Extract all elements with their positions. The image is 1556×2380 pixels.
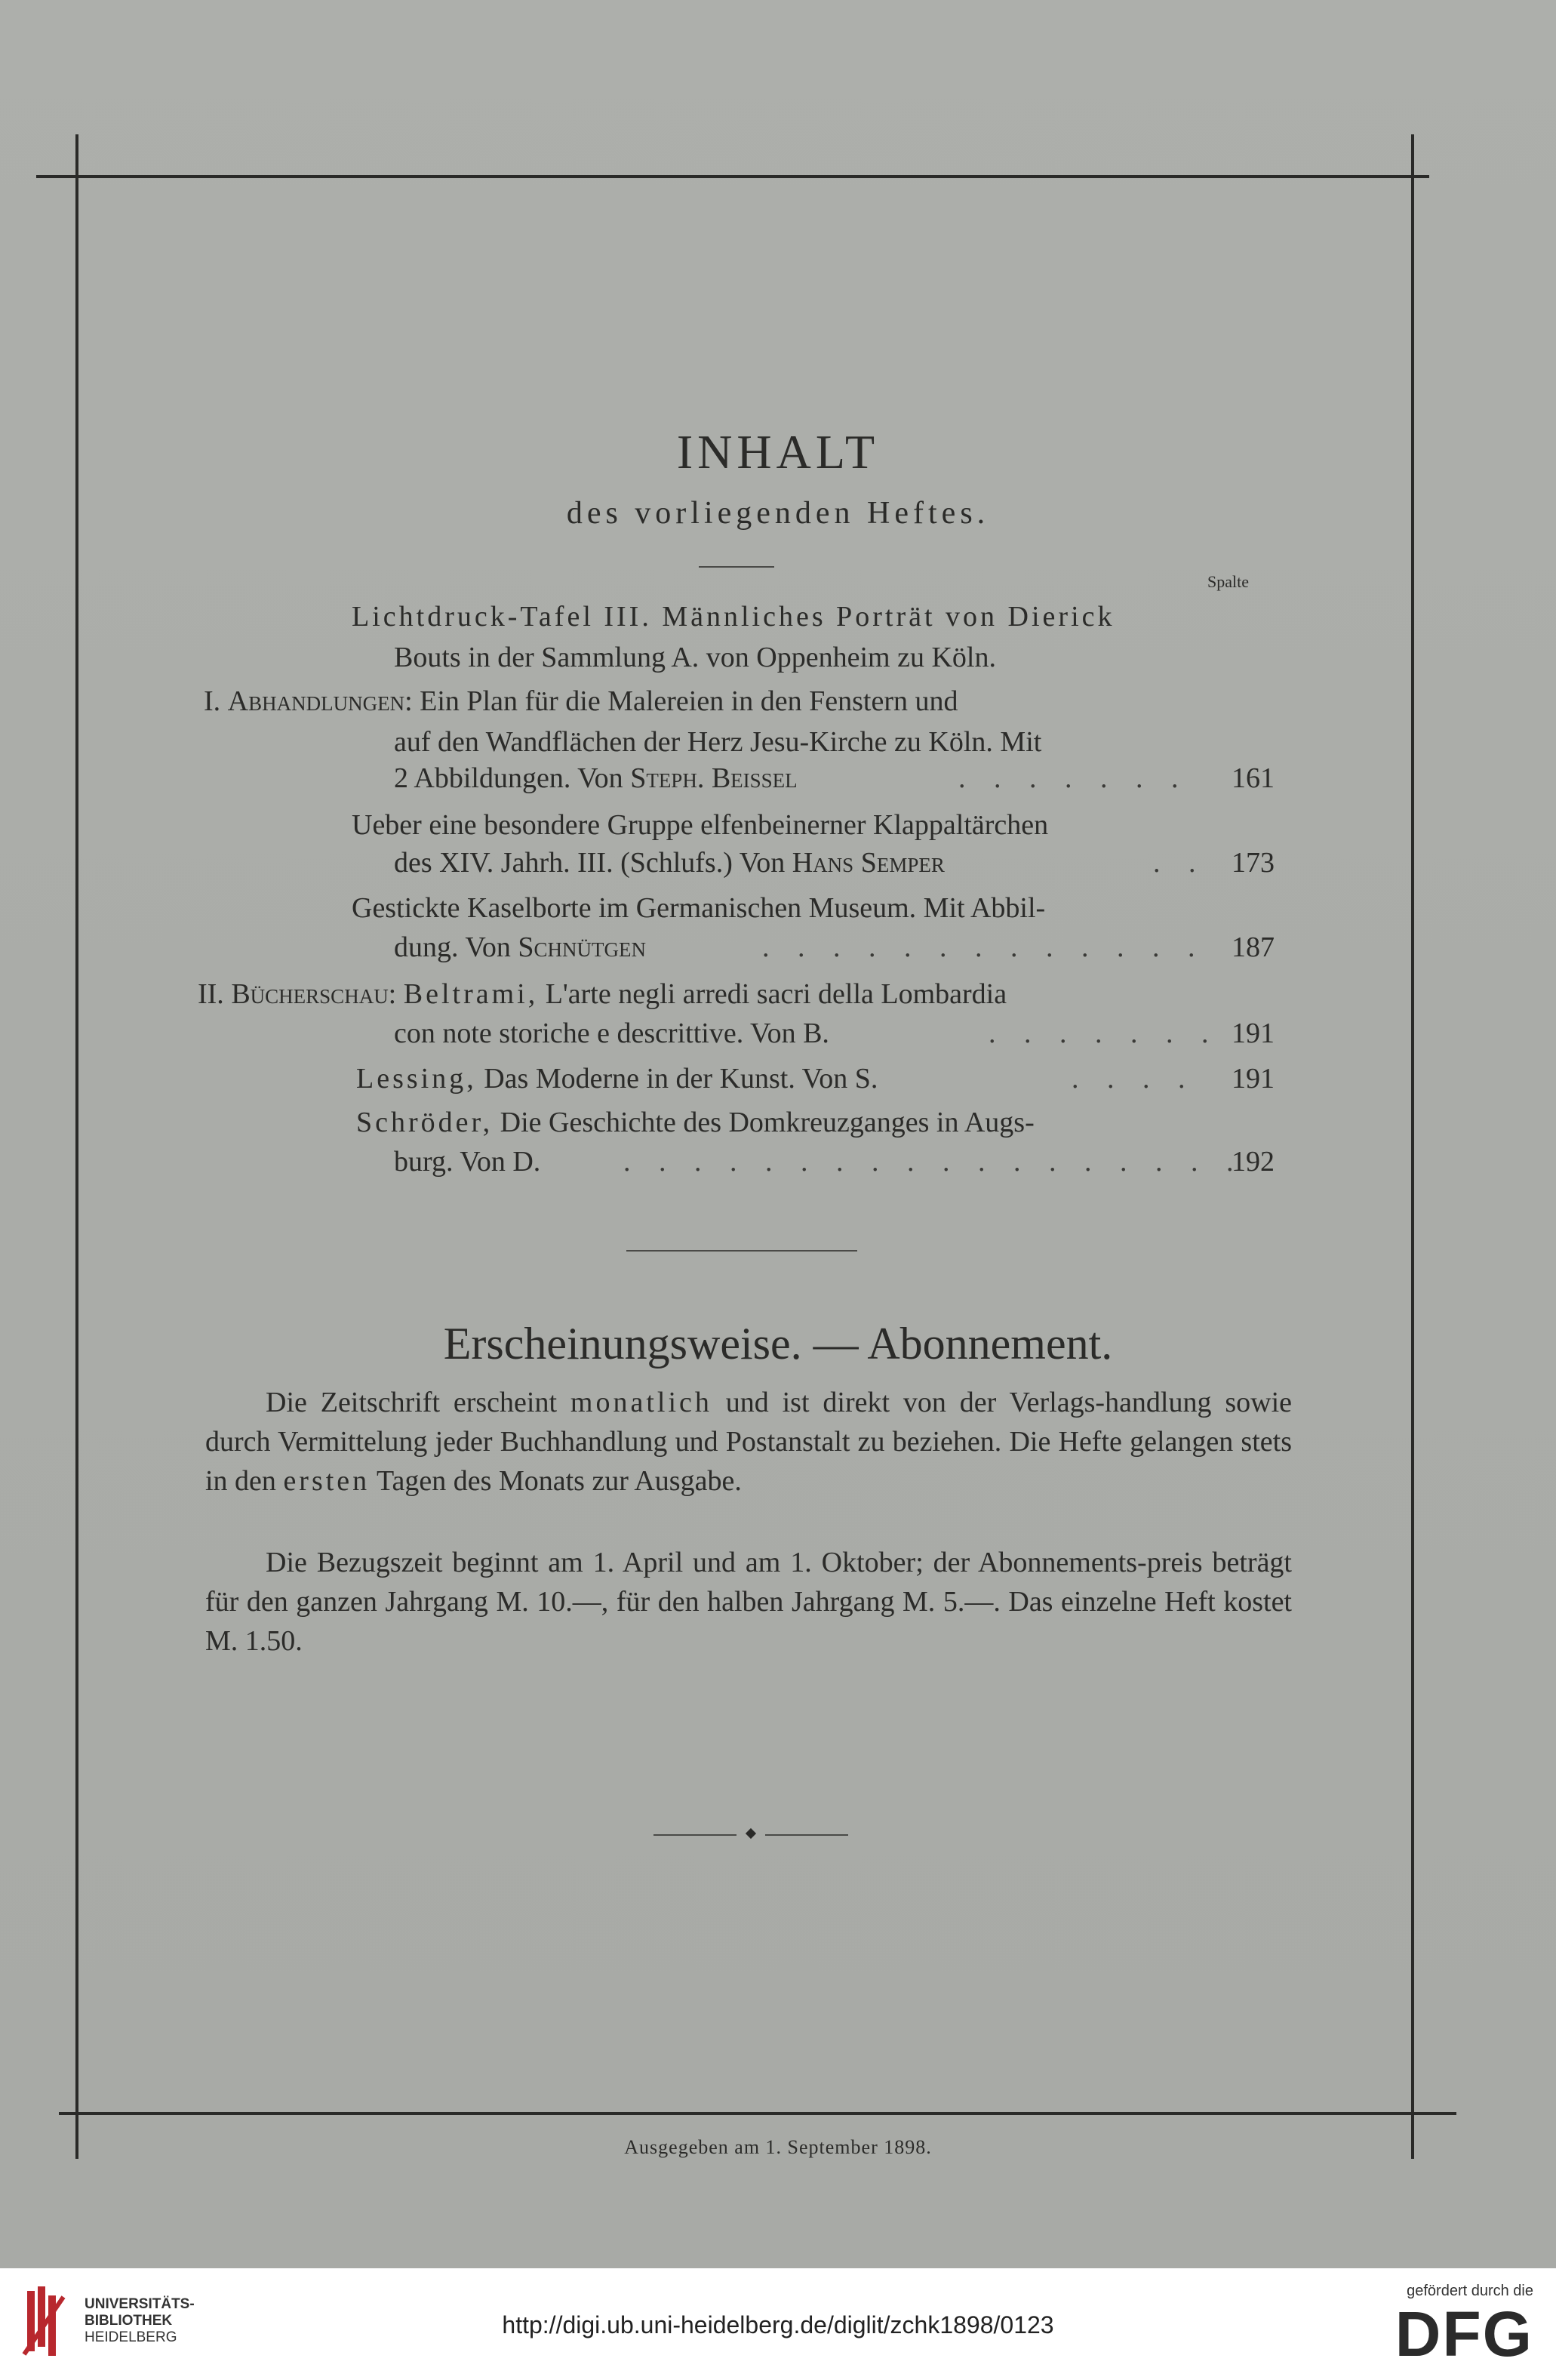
entry-6-author: Schröder,: [356, 1107, 494, 1138]
entry-6-page: 192: [1232, 1146, 1275, 1178]
permalink-url[interactable]: http://digi.ub.uni-heidelberg.de/diglit/zchk1898/0123: [502, 2311, 1054, 2338]
entry-5-line: [356, 1064, 878, 1093]
entry-3-author: Schnütgen: [518, 931, 646, 963]
column-label: Spalte: [1207, 572, 1249, 591]
frame-top-rule: [36, 175, 1429, 178]
entry-6-line-1: [356, 1108, 1035, 1137]
section-1-label: Abhandlungen:: [227, 685, 413, 717]
entry-3-page: 187: [1232, 931, 1275, 963]
entry-1-text: 2 Abbildungen. Von: [394, 762, 623, 794]
entry-4-page: 191: [1232, 1018, 1275, 1049]
library-line-2: BIBLIOTHEK: [85, 2313, 173, 2329]
entry-4-author: Beltrami,: [403, 978, 539, 1010]
entry-5-leader: . . . .: [1072, 1063, 1196, 1095]
entry-3-text: dung. Von: [394, 931, 511, 963]
entry-4-line-2: con note storiche e descrittive. Von B.: [394, 1018, 829, 1049]
toc-plate-line-2: Bouts in der Sammlung A. von Oppenheim zu Köln.: [394, 642, 996, 673]
entry-1-author: Steph. Beissel: [630, 762, 798, 794]
entry-3-leader: . . . . . . . . . . . . .: [762, 931, 1206, 963]
entry-2-line-1: Ueber eine besondere Gruppe elfenbeinerner Klappaltärchen: [352, 809, 1049, 841]
entry-2-text: des XIV. Jahrh. III. (Schlufs.) Von: [394, 847, 786, 879]
issue-date: Ausgegeben am 1. September 1898.: [624, 2136, 932, 2158]
p1-emphasis-first: ersten: [283, 1465, 371, 1497]
section-divider: [626, 1250, 857, 1252]
p1-text-a: Die Zeitschrift erscheint: [266, 1387, 558, 1418]
ornament-line-left: [653, 1834, 736, 1836]
entry-5-title: Das Moderne in der Kunst. Von S.: [484, 1063, 878, 1095]
abonnement-paragraph-1: [205, 1383, 1292, 1501]
entry-1-line-3: [394, 764, 798, 793]
entry-1-line-2: auf den Wandflächen der Herz Jesu-Kirche zu Köln. Mit: [394, 726, 1042, 758]
entry-1-leader: . . . . . . .: [958, 762, 1189, 794]
toc-plate-line-1: Lichtdruck-Tafel III. Männliches Porträt von Dierick: [352, 601, 1115, 633]
entry-2-leader: . .: [1153, 847, 1207, 879]
section-1-number: I.: [204, 685, 221, 717]
toc-section-2-heading: [198, 980, 1007, 1008]
entry-3-line-2: [394, 933, 646, 962]
page-subtitle: des vorliegenden Heftes.: [566, 496, 990, 531]
p1-text-e: Tagen des Monats zur Ausgabe.: [377, 1465, 742, 1497]
entry-1-line-1: Ein Plan für die Malereien in den Fenstern und: [420, 685, 958, 717]
entry-6-line-2: burg. Von D.: [394, 1146, 541, 1178]
entry-2-line-2: [394, 848, 945, 877]
section-2-number: II.: [198, 978, 224, 1010]
abonnement-heading: Erscheinungsweise. — Abonnement.: [443, 1319, 1113, 1369]
entry-1-page: 161: [1232, 762, 1275, 794]
page-title: INHALT: [676, 425, 880, 479]
ornament-diamond: [746, 1828, 756, 1839]
p1-emphasis-monthly: monatlich: [570, 1387, 712, 1418]
entry-4-leader: . . . . . . .: [989, 1018, 1219, 1049]
library-line-3: HEIDELBERG: [85, 2329, 177, 2345]
entry-4-title: L'arte negli arredi sacri della Lombardia: [545, 978, 1007, 1010]
title-divider: [699, 566, 774, 568]
entry-6-title: Die Geschichte des Domkreuzganges in Augs-: [500, 1107, 1035, 1138]
ornament-line-right: [765, 1834, 848, 1836]
abonnement-paragraph-2: Die Bezugszeit beginnt am 1. April und am 1. Oktober; der Abonnements-preis beträgt für den ganzen Jahrgang M. 10.—, für den halben Jahrgang M. 5.—. Das einzelne Heft kostet M. 1.50.: [205, 1547, 1292, 1657]
toc-section-1-heading: [204, 687, 958, 716]
entry-5-author: Lessing,: [356, 1063, 477, 1095]
section-2-label: Bücherschau:: [231, 978, 397, 1010]
library-line-1: UNIVERSITÄTS-: [85, 2296, 195, 2312]
entry-3-line-1: Gestickte Kaselborte im Germanischen Museum. Mit Abbil-: [352, 892, 1046, 924]
entry-2-author: Hans Semper: [792, 847, 945, 879]
funding-caption: gefördert durch die: [1407, 2283, 1533, 2299]
entry-2-page: 173: [1232, 847, 1275, 879]
frame-bottom-rule: [59, 2112, 1456, 2115]
p1-text-c: und ist direkt von der Verlags-handlung sowie durch Vermittelung jeder Buchhandlung und Postanstalt zu beziehen. Die Hefte gelangen stets in den: [205, 1387, 1293, 1497]
dfg-logo: DFG: [1395, 2298, 1533, 2369]
entry-5-page: 191: [1232, 1063, 1275, 1095]
entry-6-leader: . . . . . . . . . . . . . . . . . .: [623, 1146, 1244, 1178]
